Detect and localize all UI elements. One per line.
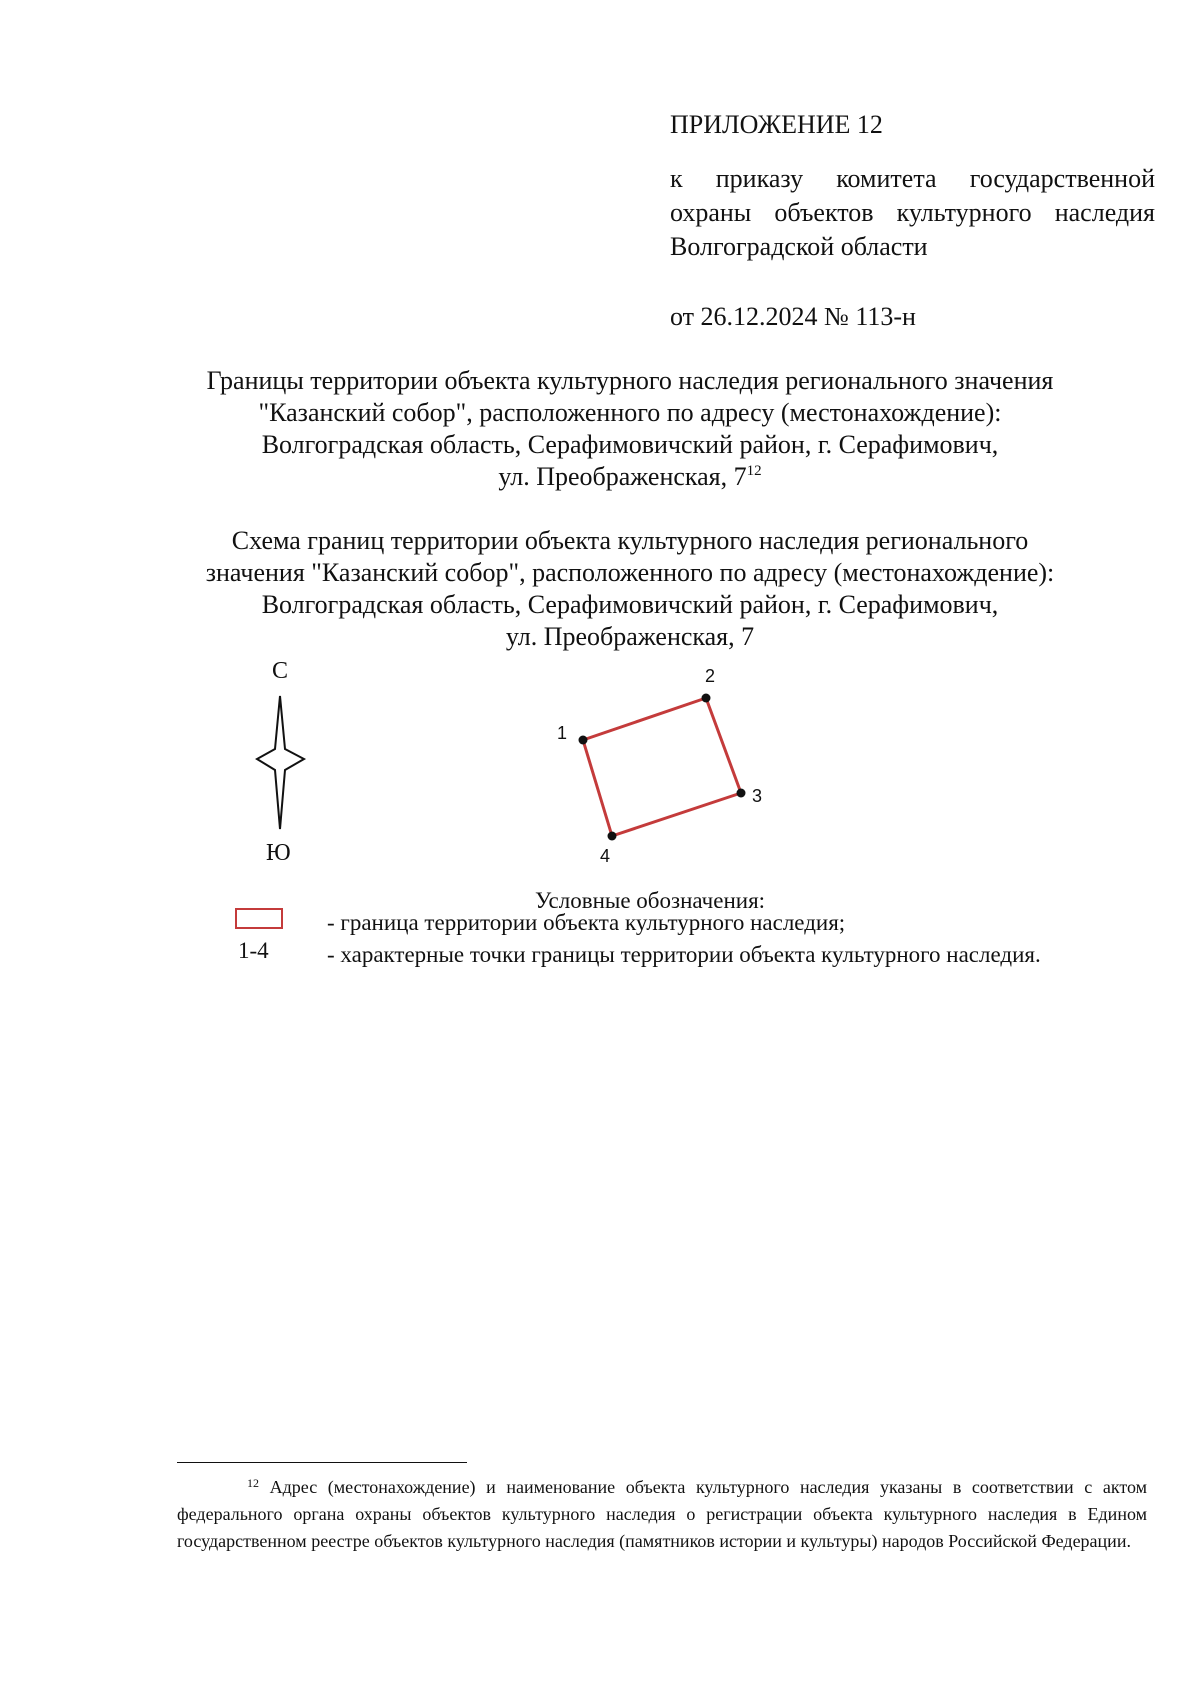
boundaries-title bbox=[130, 365, 1130, 493]
boundary-point-3 bbox=[737, 789, 746, 798]
compass-south-label: Ю bbox=[266, 840, 291, 866]
boundaries-title-line-1: Границы территории объекта культурного наследия регионального значения bbox=[206, 366, 1054, 395]
scheme-title-line-3: Волгоградская область, Серафимовичский район, г. Серафимович, bbox=[261, 590, 999, 619]
appendix-title: ПРИЛОЖЕНИЕ 12 bbox=[670, 110, 883, 139]
footnote-text: Адрес (местонахождение) и наименование объекта культурного наследия указаны в соответствии с актом федерального органа охраны объектов культурного наследия о регистрации объекта культурного наследия в Едином государственном реестре объектов культурного наследия (памятников истории и культуры) народов Российской Федерации. bbox=[177, 1477, 1147, 1551]
boundary-point-label-4: 4 bbox=[600, 846, 611, 866]
boundary-point-1 bbox=[579, 736, 588, 745]
territory-boundary bbox=[583, 698, 741, 836]
boundaries-title-address: ул. Преображенская, 7 bbox=[498, 462, 747, 491]
compass-star-icon bbox=[257, 696, 304, 829]
scheme-title-line-4: ул. Преображенская, 7 bbox=[505, 622, 755, 651]
scheme-title-line-1: Схема границ территории объекта культурного наследия регионального bbox=[231, 526, 1029, 555]
scheme-title-line-2: значения "Казанский собор", расположенного по адресу (местонахождение): bbox=[205, 558, 1055, 587]
boundaries-title-line-3: Волгоградская область, Серафимовичский район, г. Серафимович, bbox=[261, 430, 999, 459]
boundaries-title-line-4 bbox=[130, 461, 1130, 493]
legend-boundary-text: - граница территории объекта культурного наследия; bbox=[327, 910, 846, 935]
boundaries-title-line-2: "Казанский собор", расположенного по адресу (местонахождение): bbox=[258, 398, 1002, 427]
legend-points-range: 1-4 bbox=[238, 938, 269, 963]
footnote bbox=[177, 1474, 1147, 1555]
boundary-point-label-3: 3 bbox=[752, 786, 763, 806]
appendix-order-date: от 26.12.2024 № 113-н bbox=[670, 302, 916, 331]
footnote-mark: 12 bbox=[247, 1476, 259, 1490]
boundary-point-2 bbox=[702, 694, 711, 703]
legend-boundary-swatch bbox=[235, 908, 283, 929]
boundary-point-label-2: 2 bbox=[705, 666, 716, 686]
footnote-reference[interactable]: 12 bbox=[746, 463, 762, 479]
legend-points-text: - характерные точки границы территории объекта культурного наследия. bbox=[327, 942, 1041, 967]
compass-north-label: С bbox=[272, 658, 289, 684]
legend-title: Условные обозначения: bbox=[535, 888, 766, 913]
appendix-header bbox=[670, 108, 1155, 334]
scheme-title bbox=[130, 525, 1130, 653]
boundary-point-label-1: 1 bbox=[557, 723, 568, 743]
appendix-order-text: к приказу комитета государственной охраны объектов культурного наследия Волгоградской области bbox=[670, 164, 1155, 261]
boundary-point-4 bbox=[608, 832, 617, 841]
footnote-divider bbox=[177, 1462, 467, 1463]
boundary-points bbox=[557, 666, 762, 866]
